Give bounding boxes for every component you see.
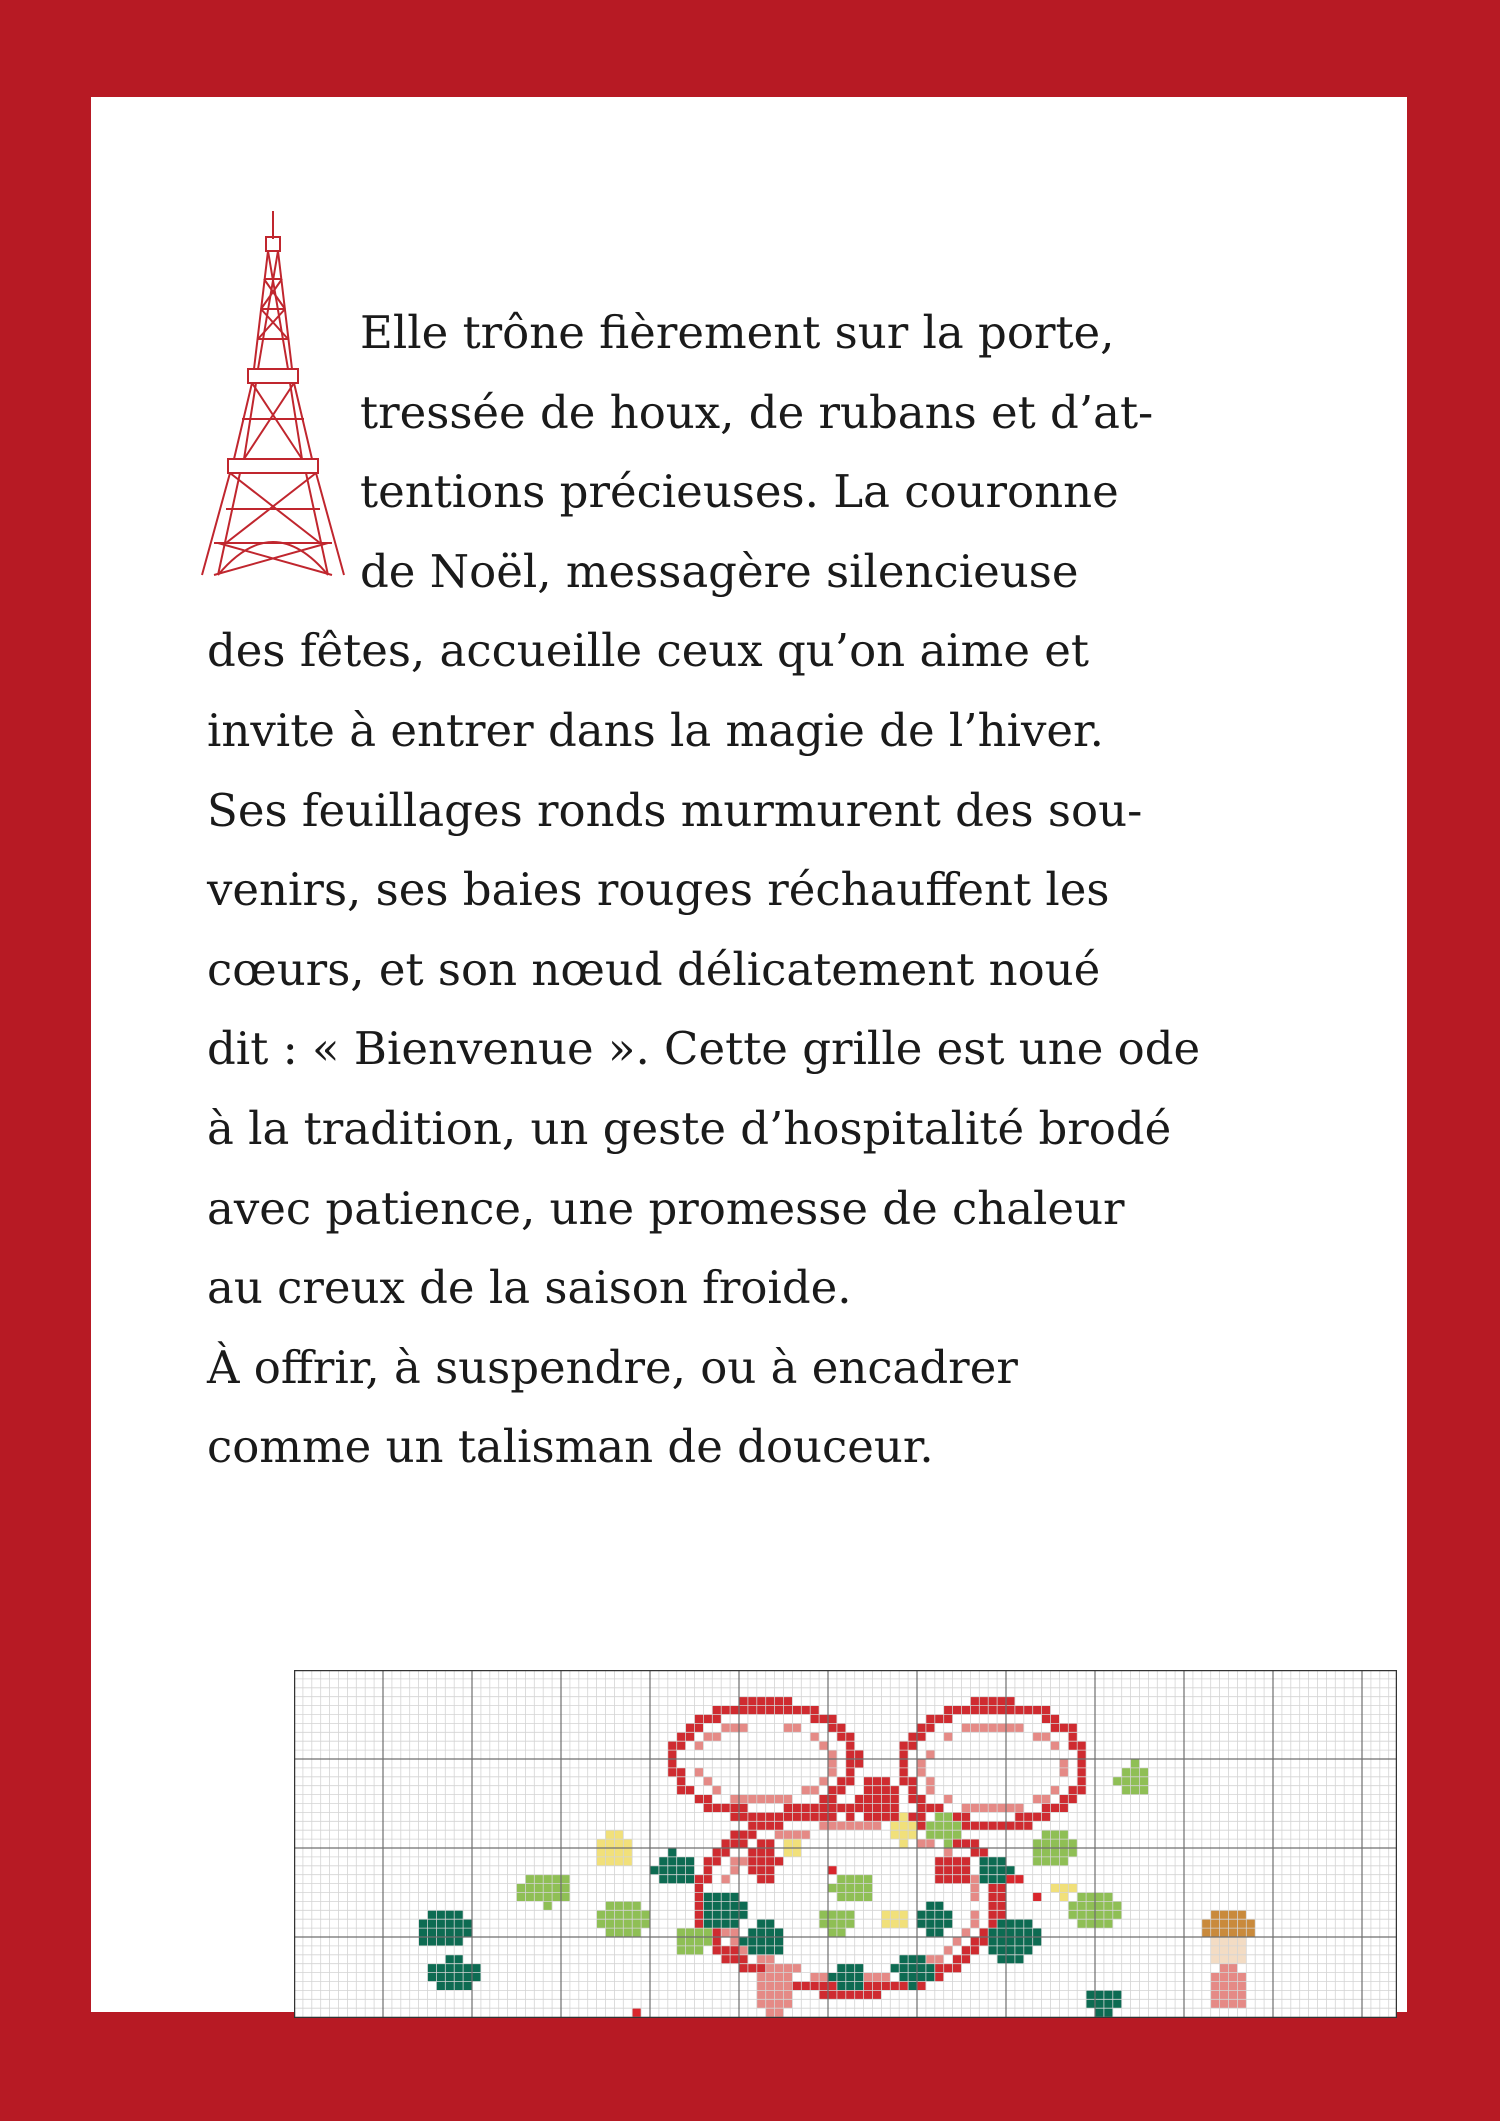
text-line: des fêtes, accueille ceux qu’on aime et — [207, 624, 1090, 678]
text-line: au creux de la saison froide. — [207, 1261, 852, 1315]
description-text — [207, 293, 1367, 1487]
text-line: de Noël, messagère silencieuse — [360, 544, 1079, 598]
text-line: Ses feuillages ronds murmurent des sou- — [207, 783, 1143, 837]
text-line: avec patience, une promesse de chaleur — [207, 1181, 1125, 1235]
page-card — [91, 97, 1407, 2012]
text-line: à la tradition, un geste d’hospitalité brodé — [207, 1101, 1172, 1155]
text-line: tentions précieuses. La couronne — [360, 465, 1119, 519]
text-line: À offrir, à suspendre, ou à encadrer — [207, 1340, 1018, 1394]
text-line: cœurs, et son nœud délicatement noué — [207, 942, 1101, 996]
text-line: Elle trône fièrement sur la porte, — [360, 306, 1115, 359]
text-line: comme un talisman de douceur. — [207, 1420, 934, 1474]
text-line: venirs, ses baies rouges réchauffent les — [207, 863, 1110, 917]
text-line: invite à entrer dans la magie de l’hiver. — [207, 703, 1104, 757]
text-line: tressée de houx, de rubans et d’at- — [360, 385, 1154, 439]
cross-stitch-chart — [294, 1670, 1397, 2018]
text-line: dit : « Bienvenue ». Cette grille est une ode — [207, 1022, 1201, 1076]
